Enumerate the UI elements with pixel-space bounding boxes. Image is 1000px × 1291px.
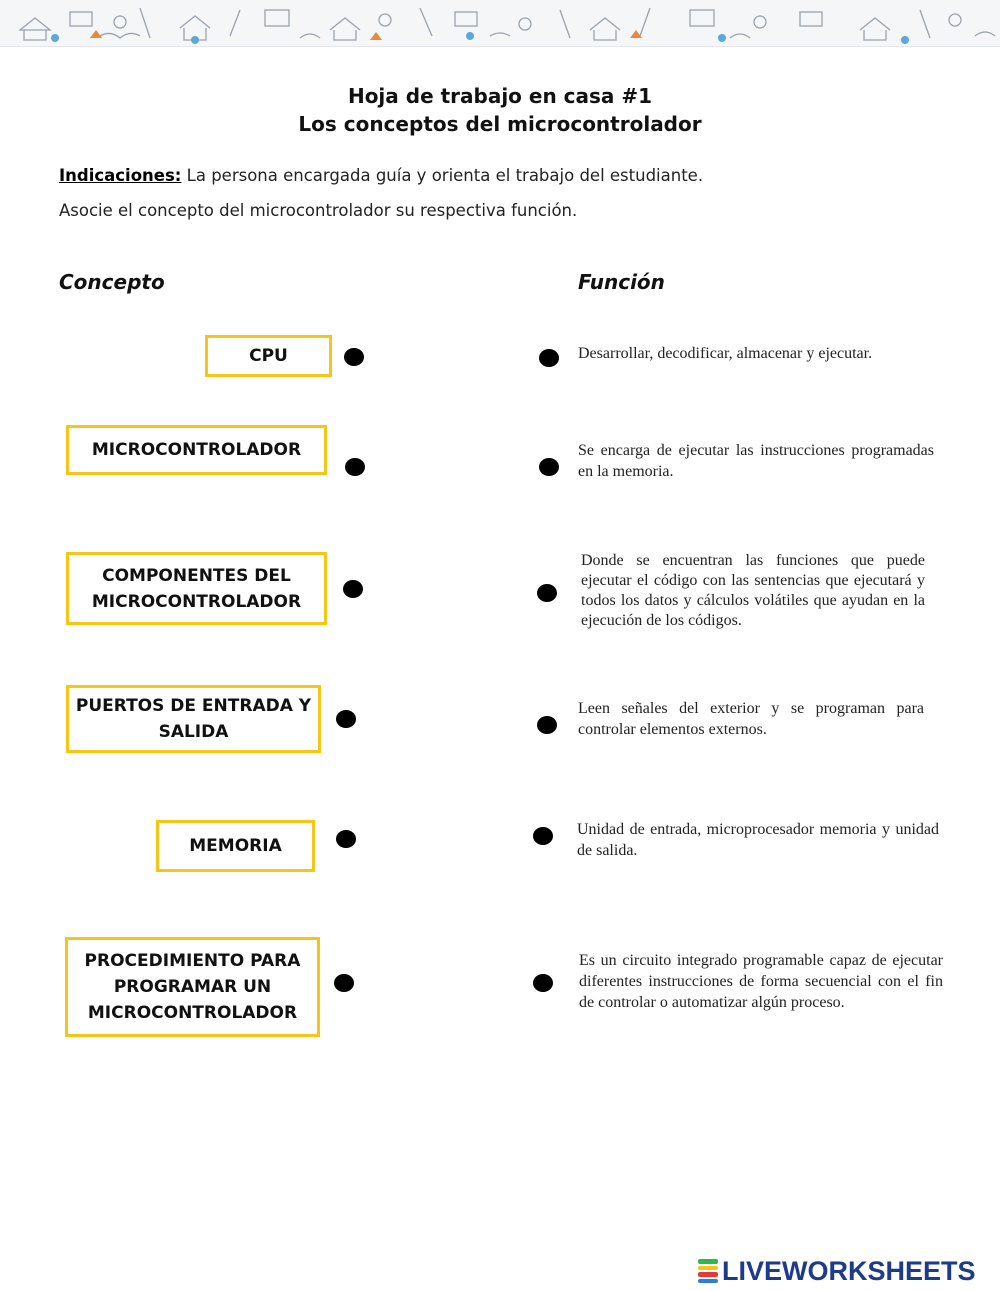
function-text: Se encarga de ejecutar las instrucciones programadas en la memoria. xyxy=(578,442,934,480)
concept-connector-dot[interactable] xyxy=(336,830,356,848)
worksheet-subtitle: Los conceptos del microcontrolador xyxy=(298,112,702,136)
concept-connector-dot[interactable] xyxy=(336,710,356,728)
brand-name: LIVEWORKSHEETS xyxy=(722,1255,976,1286)
instructions-label: Indicaciones: xyxy=(59,166,182,185)
concept-heading: Concepto xyxy=(59,270,165,294)
concept-box-microcontrolador: MICROCONTROLADOR xyxy=(66,425,327,475)
function-connector-dot[interactable] xyxy=(533,827,553,845)
decorative-banner xyxy=(0,0,1000,47)
function-text: Es un circuito integrado programable capaz de ejecutar diferentes instrucciones de forma secuencial con el fin de controlar o automatizar algún proceso. xyxy=(579,952,943,1011)
function-text: Desarrollar, decodificar, almacenar y ejecutar. xyxy=(578,345,873,362)
concept-box-puertos: PUERTOS DE ENTRADA Y SALIDA xyxy=(66,685,321,753)
function-connector-dot[interactable] xyxy=(539,349,559,367)
function-connector-dot[interactable] xyxy=(533,974,553,992)
concept-box-procedimiento: PROCEDIMIENTO PARA PROGRAMAR UN MICROCONTROLADOR xyxy=(65,937,320,1037)
concept-connector-dot[interactable] xyxy=(343,580,363,598)
function-connector-dot[interactable] xyxy=(537,716,557,734)
function-connector-dot[interactable] xyxy=(537,584,557,602)
concept-connector-dot[interactable] xyxy=(344,348,364,366)
function-text: Donde se encuentran las funciones que puede ejecutar el código con las sentencias que ejecutará y todos los datos y cálculos volátiles que ayudan en la ejecución de los códigos. xyxy=(581,552,925,629)
function-text: Unidad de entrada, microprocesador memoria y unidad de salida. xyxy=(577,821,939,859)
concept-connector-dot[interactable] xyxy=(334,974,354,992)
concept-box-memoria: MEMORIA xyxy=(156,820,315,872)
liveworksheets-logo xyxy=(698,1254,998,1288)
association-instruction: Asocie el concepto del microcontrolador su respectiva función. xyxy=(59,201,578,220)
concept-box-cpu: CPU xyxy=(205,335,332,377)
function-connector-dot[interactable] xyxy=(539,458,559,476)
concept-box-componentes: COMPONENTES DEL MICROCONTROLADOR xyxy=(66,552,327,625)
doodle-pattern-icon xyxy=(0,0,1000,46)
instructions-text: La persona encargada guía y orienta el trabajo del estudiante. xyxy=(181,166,704,185)
function-heading: Función xyxy=(578,270,665,294)
liveworksheets-icon xyxy=(698,1258,718,1284)
function-text: Leen señales del exterior y se programan para controlar elementos externos. xyxy=(578,700,924,738)
concept-connector-dot[interactable] xyxy=(345,458,365,476)
instructions-line xyxy=(59,166,703,185)
worksheet-title: Hoja de trabajo en casa #1 xyxy=(347,84,653,108)
